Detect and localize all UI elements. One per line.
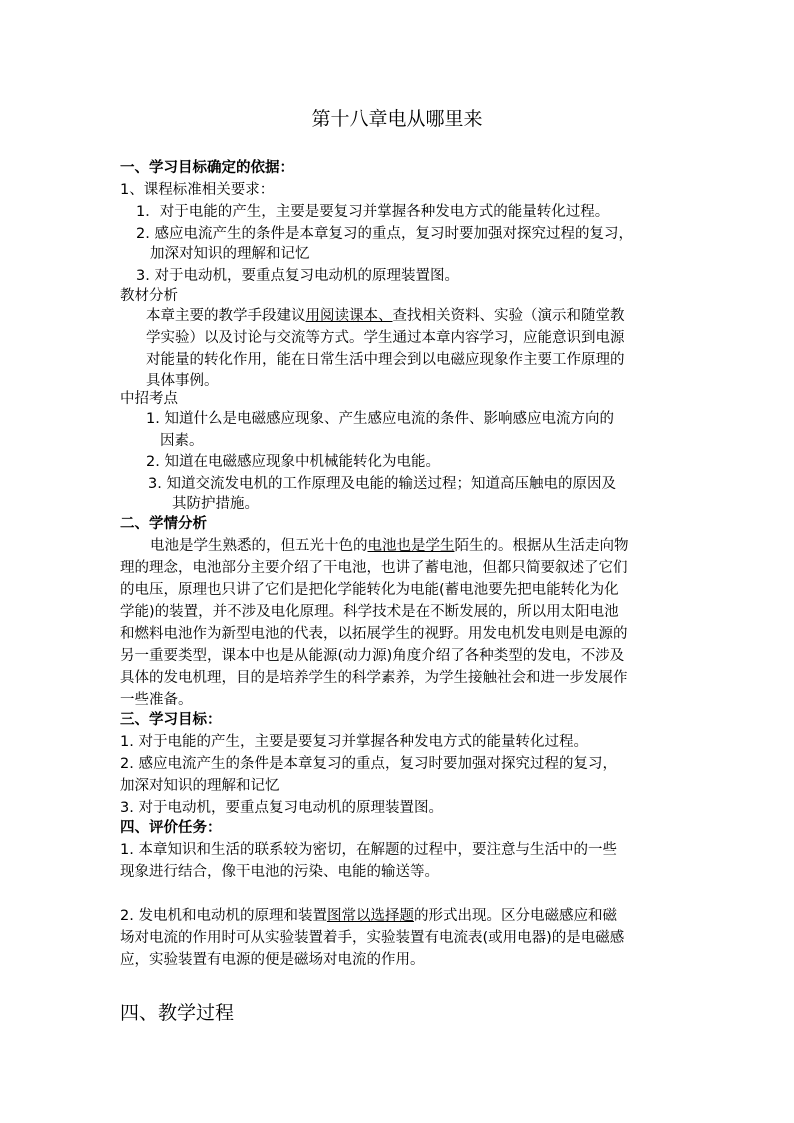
task-2: 2. 发电机和电动机的原理和装置图常以选择题的形式出现。区分电磁感应和磁 <box>120 908 617 924</box>
goal-2: 2. 感应电流产生的条件是本章复习的重点，复习时要加强对探究过程的复习， <box>120 756 617 772</box>
textbook-analysis-line: 本章主要的教学手段建议用阅读课本、查找相关资料、实验（演示和随堂教 <box>146 308 625 324</box>
section-1-sub: 1、课程标准相关要求： <box>120 182 275 198</box>
goal-1: 1. 对于电能的产生，主要是要复习并掌握各种发电方式的能量转化过程。 <box>120 734 588 750</box>
section-2-heading: 二、学情分析 <box>120 516 207 532</box>
textbook-analysis-line: 学实验）以及讨论与交流等方式。学生通过本章内容学习，应能意识到电源 <box>146 330 625 346</box>
exam-point-3: 3. 知道交流发电机的工作原理及电能的输送过程；知道高压触电的原因及 <box>148 476 616 492</box>
teaching-process-heading: 四、教学过程 <box>120 1002 235 1024</box>
section-3-heading: 三、学习目标： <box>120 712 222 728</box>
learner-analysis-line: 电池是学生熟悉的，但五光十色的电池也是学生陌生的。根据从生活走向物 <box>150 538 629 554</box>
learner-analysis-line: 的电压，原理也只讲了它们是把化学能转化为电能(蓄电池要先把电能转化为化 <box>120 582 619 598</box>
page-title: 第十八章电从哪里来 <box>311 108 483 130</box>
exam-point-3-cont: 其防护措施。 <box>172 496 259 512</box>
goal-3: 3. 对于电动机，要重点复习电动机的原理装置图。 <box>120 800 443 816</box>
textbook-analysis-line: 具体事例。 <box>146 373 219 389</box>
requirement-2: 2. 感应电流产生的条件是本章复习的重点，复习时要加强对探究过程的复习， <box>136 226 633 242</box>
requirement-3: 3. 对于电动机，要重点复习电动机的原理装置图。 <box>136 268 459 284</box>
learner-analysis-line: 和燃料电池作为新型电池的代表，以拓展学生的视野。用发电机发电则是电源的 <box>120 626 628 642</box>
textbook-analysis-label: 教材分析 <box>120 288 178 304</box>
requirement-2-cont: 加深对知识的理解和记忆 <box>150 246 310 262</box>
task-1-cont: 现象进行结合，像干电池的污染、电能的输送等。 <box>120 864 439 880</box>
textbook-analysis-line: 对能量的转化作用，能在日常生活中理会到以电磁应现象作主要工作原理的 <box>146 352 625 368</box>
exam-points-label: 中招考点 <box>120 391 178 407</box>
goal-2-cont: 加深对知识的理解和记忆 <box>120 778 280 794</box>
task-2-cont: 场对电流的作用时可从实验装置着手，实验装置有电流表(或用电器)的是电磁感 <box>120 930 625 946</box>
requirement-1: 1．对于电能的产生，主要是要复习并掌握各种发电方式的能量转化过程。 <box>136 204 610 220</box>
task-1: 1. 本章知识和生活的联系较为密切，在解题的过程中，要注意与生活中的一些 <box>120 842 617 858</box>
exam-point-2: 2. 知道在电磁感应现象中机械能转化为电能。 <box>146 454 440 470</box>
task-2-cont: 应，实验装置有电源的便是磁场对电流的作用。 <box>120 952 425 968</box>
learner-analysis-line: 一些准备。 <box>120 692 193 708</box>
learner-analysis-line: 理的理念，电池部分主要介绍了干电池，也讲了蓄电池，但都只简要叙述了它们 <box>120 560 628 576</box>
section-4-heading: 四、评价任务： <box>120 820 222 836</box>
exam-point-1-cont: 因素。 <box>160 433 204 449</box>
learner-analysis-line: 具体的发电机理，目的是培养学生的科学素养，为学生接触社会和进一步发展作 <box>120 670 628 686</box>
section-1-heading: 一、学习目标确定的依据： <box>120 160 294 176</box>
learner-analysis-line: 另一重要类型，课本中也是从能源(动力源)角度介绍了各种类型的发电，不涉及 <box>120 648 625 664</box>
learner-analysis-line: 学能)的装置，并不涉及电化原理。科学技术是在不断发展的，所以用太阳电池 <box>120 604 619 620</box>
exam-point-1: 1. 知道什么是电磁感应现象、产生感应电流的条件、影响感应电流方向的 <box>146 411 614 427</box>
